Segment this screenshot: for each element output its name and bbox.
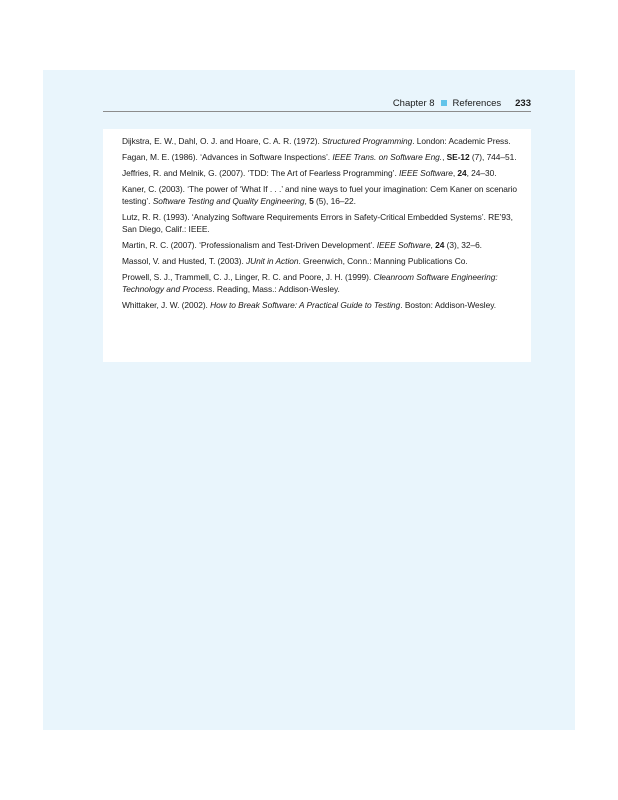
reference-text: Jeffries, R. and Melnik, G. (2007). ‘TDD: The Art of Fearless Programming’. [122,168,400,178]
reference-title: IEEE Trans. on Software Eng. [332,152,443,162]
reference-text: , [452,168,458,178]
reference-entry [122,239,523,251]
reference-volume: 5 [309,196,314,206]
reference-title: IEEE Software [399,168,453,178]
reference-title: Structured Programming [322,136,413,146]
reference-entry [122,167,523,179]
reference-text: Massol, V. and Husted, T. (2003). [122,256,246,266]
reference-entry [122,183,523,207]
reference-text: , [430,240,436,250]
reference-text: . Reading, Mass.: Addison-Wesley. [212,284,340,294]
reference-text: Kaner, C. (2003). ‘The power of ‘What If . . .’ and nine ways to fuel your imagination: Cem Kaner on scenario testing’. [122,184,518,206]
reference-text: , [442,152,447,162]
reference-entry [122,151,523,163]
reference-text: Fagan, M. E. (1986). ‘Advances in Software Inspections’. [122,152,333,162]
reference-title: IEEE Software [376,240,431,250]
page-number: 233 [515,97,531,109]
reference-text: . Greenwich, Conn.: Manning Publications Co. [298,256,468,266]
reference-volume: 24 [457,168,467,178]
reference-entry [122,271,523,295]
reference-text: Dijkstra, E. W., Dahl, O. J. and Hoare, C. A. R. (1972). [122,136,323,146]
reference-title: Cleanroom Software Engineering: Technology and Process [122,272,498,294]
reference-text: Martin, R. C. (2007). ‘Professionalism and Test-Driven Development’. [122,240,377,250]
reference-title: How to Break Software: A Practical Guide to Testing [210,300,401,310]
reference-text: Lutz, R. R. (1993). ‘Analyzing Software Requirements Errors in Safety-Critical Embedded Systems’. RE’93, San Diego, Calif.: IEEE. [122,212,513,234]
reference-text: . London: Academic Press. [412,136,511,146]
reference-text: Whittaker, J. W. (2002). [122,300,211,310]
square-bullet-icon [441,100,447,106]
reference-text: , 24–30. [466,168,497,178]
reference-title: Software Testing and Quality Engineering [152,196,305,206]
header-rule [103,111,531,112]
reference-text: (5), 16–22. [313,196,356,206]
book-page [43,70,575,730]
reference-entry [122,299,523,311]
reference-title: JUnit in Action [246,256,299,266]
reference-entry [122,211,523,235]
reference-text: (3), 32–6. [444,240,482,250]
reference-text: . Boston: Addison-Wesley. [400,300,497,310]
chapter-label: Chapter 8 [392,97,435,109]
reference-text: , [304,196,310,206]
references-list [103,129,531,362]
section-label: References [452,97,502,109]
reference-volume: SE-12 [446,152,470,162]
reference-text: Prowell, S. J., Trammell, C. J., Linger, R. C. and Poore, J. H. (1999). [122,272,374,282]
running-header [103,96,531,110]
reference-text: (7), 744–51. [469,152,517,162]
reference-entry [122,255,523,267]
reference-volume: 24 [435,240,445,250]
reference-entry [122,135,523,147]
